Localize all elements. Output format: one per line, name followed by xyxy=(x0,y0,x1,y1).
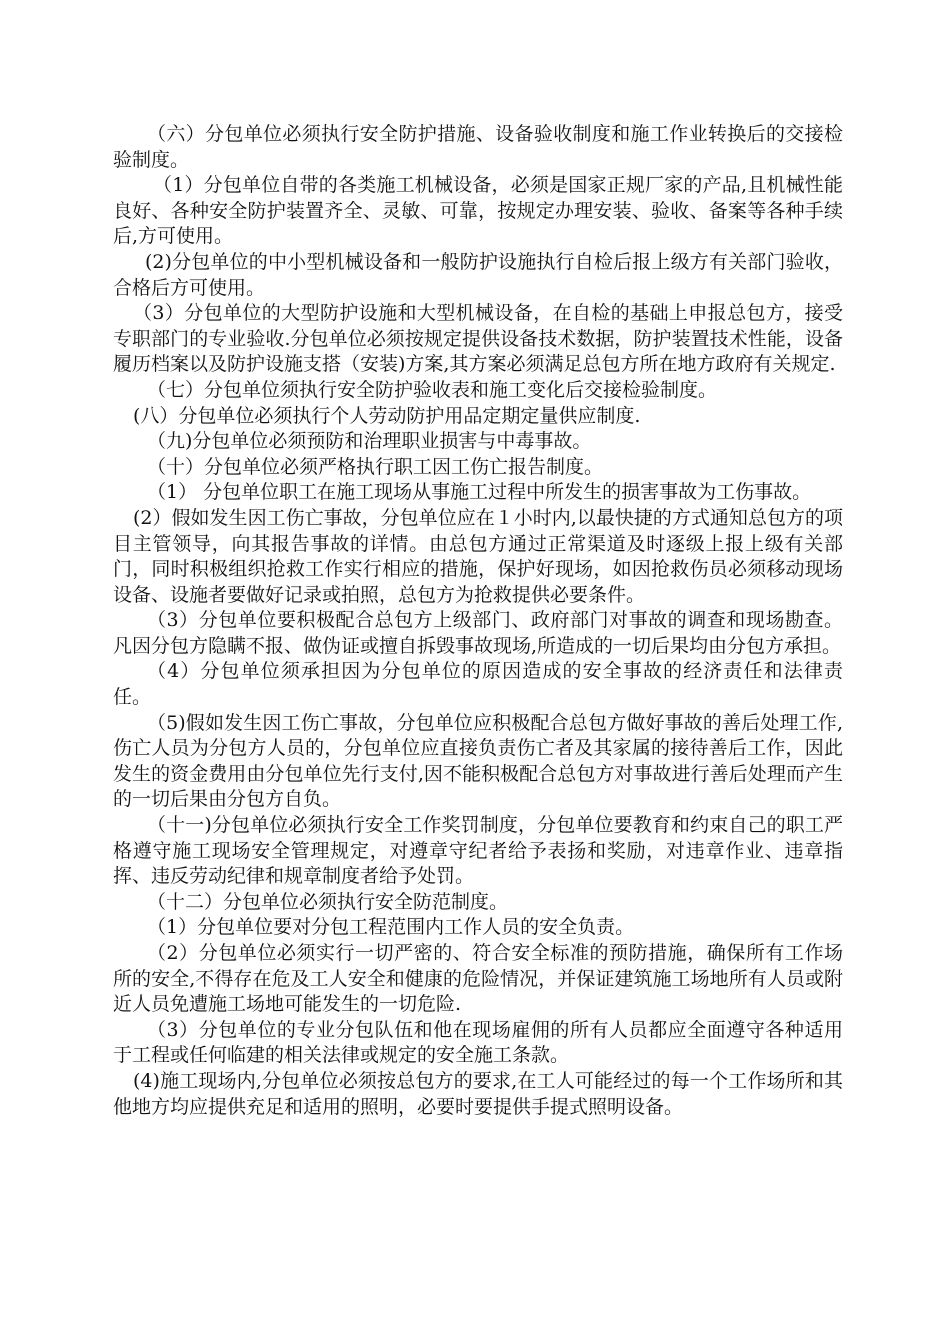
paragraph-6-2: (2)分包单位的中小型机械设备和一般防护设施执行自检后报上级方有关部门验收，合格后方可使用。 xyxy=(113,250,843,299)
paragraph-section-10: （十）分包单位必须严格执行职工因工伤亡报告制度。 xyxy=(147,455,604,478)
paragraph-10-3: （3）分包单位要积极配合总包方上级部门、政府部门对事故的调查和现场勘查。凡因分包方隐瞒不报、做伪证或擅自拆毁事故现场,所造成的一切后果均由分包方承担。 xyxy=(113,609,843,657)
paragraph-section-8: (八）分包单位必须执行个人劳动防护用品定期定量供应制度. xyxy=(133,404,641,427)
paragraph-10-4: （4）分包单位须承担因为分包单位的原因造成的安全事故的经济责任和法律责任。 xyxy=(113,660,843,709)
paragraph-section-6: （六）分包单位必须执行安全防护措施、设备验收制度和施工作业转换后的交接检验制度。 xyxy=(113,123,843,171)
paragraph-6-3: （3）分包单位的大型防护设施和大型机械设备，在自检的基础上申报总包方，接受专职部门的专业验收.分包单位必须按规定提供设备技术数据，防护装置技术性能，设备履历档案以及防护设施支搭（安装)方案,其方案必须满足总包方所在地方政府有关规定. xyxy=(113,302,843,376)
paragraph-10-1: （1） 分包单位职工在施工现场从事施工过程中所发生的损害事故为工伤事故。 xyxy=(147,481,812,504)
document-body xyxy=(113,122,843,1120)
paragraph-10-2: (2）假如发生因工伤亡事故，分包单位应在１小时内,以最快捷的方式通知总包方的项目主管领导，向其报告事故的详情。由总包方通过正常渠道及时逐级上报上级有关部门，同时积极组织抢救工作实行相应的措施，保护好现场，如因抢救伤员必须移动现场设备、设施者要做好记录或拍照，总包方为抢救提供必要条件。 xyxy=(113,506,843,606)
paragraph-12-2: （2）分包单位必须实行一切严密的、符合安全标准的预防措施，确保所有工作场所的安全,不得存在危及工人安全和健康的危险情况，并保证建筑施工场地所有人员或附近人员免遭施工场地可能发生的一切危险. xyxy=(113,942,843,1016)
paragraph-10-5: （5)假如发生因工伤亡事故，分包单位应积极配合总包方做好事故的善后处理工作,伤亡人员为分包方人员的，分包单位应直接负责伤亡者及其家属的接待善后工作，因此发生的资金费用由分包单位先行支付,因不能积极配合总包方对事故进行善后处理而产生的一切后果由分包方自负。 xyxy=(113,711,843,811)
paragraph-section-9: （九)分包单位必须预防和治理职业损害与中毒事故。 xyxy=(147,430,592,453)
paragraph-6-1: （1）分包单位自带的各类施工机械设备，必须是国家正规厂家的产品,且机械性能良好、各种安全防护装置齐全、灵敏、可靠，按规定办理安装、验收、备案等各种手续后,方可使用。 xyxy=(113,174,843,248)
paragraph-12-1: （1）分包单位要对分包工程范围内工作人员的安全负责。 xyxy=(147,916,635,939)
paragraph-12-4: (4)施工现场内,分包单位必须按总包方的要求,在工人可能经过的每一个工作场所和其他地方均应提供充足和适用的照明，必要时要提供手提式照明设备。 xyxy=(113,1069,843,1118)
paragraph-section-7: （七）分包单位须执行安全防护验收表和施工变化后交接检验制度。 xyxy=(147,378,718,401)
paragraph-section-11: （十一)分包单位必须执行安全工作奖罚制度，分包单位要教育和约束自己的职工严格遵守施工现场安全管理规定，对遵章守纪者给予表扬和奖励，对违章作业、违章指挥、违反劳动纪律和规章制度者给予处罚。 xyxy=(113,814,843,888)
paragraph-section-12: （十二）分包单位必须执行安全防范制度。 xyxy=(147,890,509,913)
paragraph-12-3: （3）分包单位的专业分包队伍和他在现场雇佣的所有人员都应全面遵守各种适用于工程或任何临建的相关法律或规定的安全施工条款。 xyxy=(113,1018,843,1067)
